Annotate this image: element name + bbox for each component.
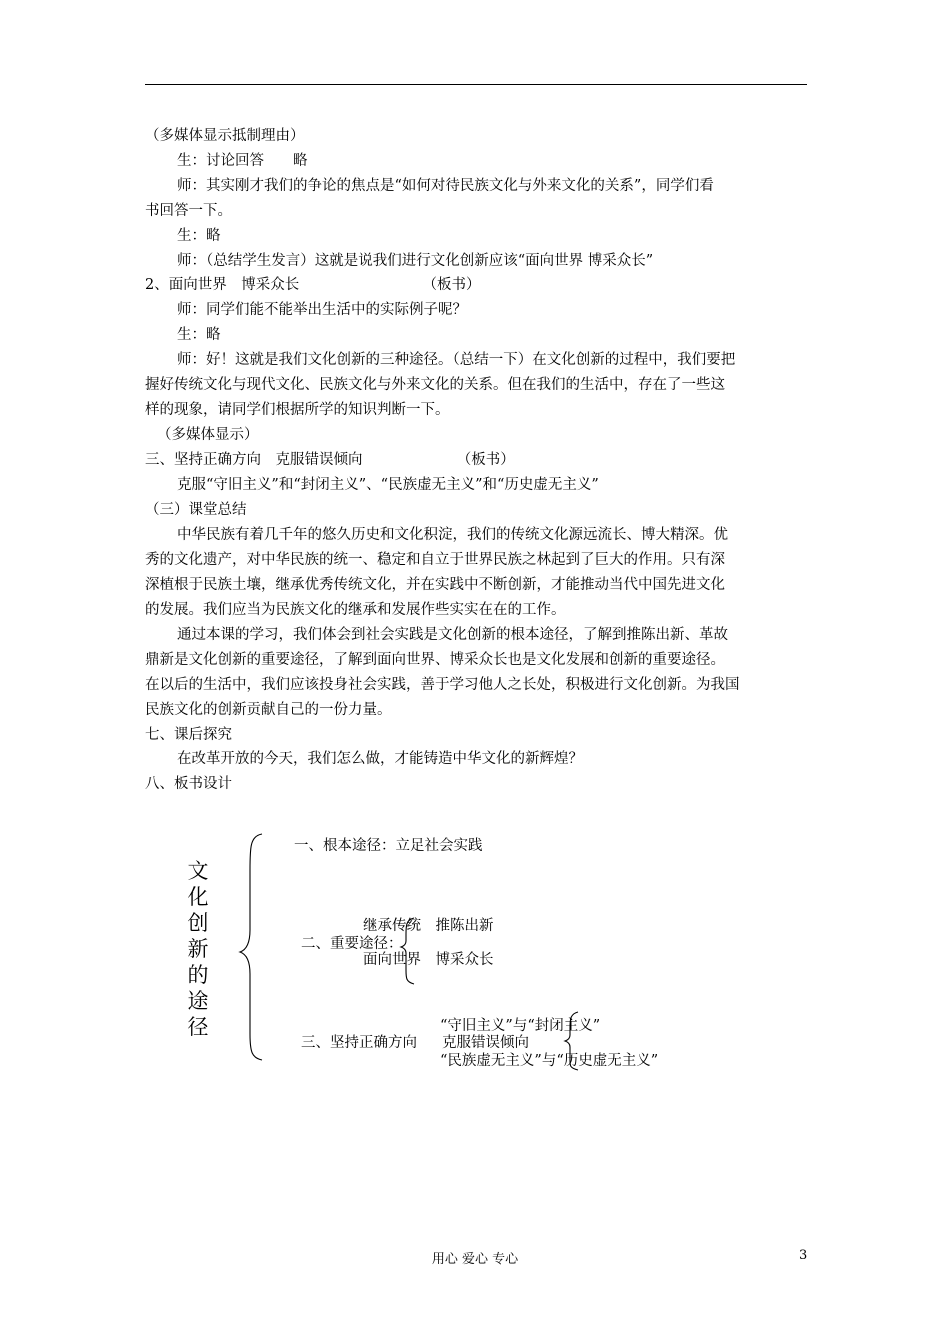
text-line: 书回答一下。 xyxy=(145,203,232,219)
board-item-3b: 克服错误倾向 xyxy=(442,1035,529,1051)
board-item-3d: “民族虚无主义”与“历史虚无主义” xyxy=(440,1053,659,1069)
text-line: 生：略 xyxy=(177,228,221,244)
text-line: （三）课堂总结 xyxy=(145,502,247,518)
text-line: 的发展。我们应当为民族文化的继承和发展作些实实在在的工作。 xyxy=(145,602,566,618)
text-line: 民族文化的创新贡献自己的一份力量。 xyxy=(145,702,392,718)
text-line: （多媒体显示抵制理由） xyxy=(145,128,305,144)
text-line: 生：讨论回答 略 xyxy=(177,153,308,169)
text-line: 三、坚持正确方向 克服错误倾向 （板书） xyxy=(145,452,515,468)
text-line: 鼎新是文化创新的重要途径，了解到面向世界、博采众长也是文化发展和创新的重要途径。 xyxy=(145,652,725,668)
text-line: 师：好！这就是我们文化创新的三种途径。（总结一下）在文化创新的过程中，我们要把 xyxy=(177,352,736,368)
page-number: 3 xyxy=(799,1248,808,1263)
text-line: 在以后的生活中，我们应该投身社会实践，善于学习他人之长处，积极进行文化创新。为我国 xyxy=(145,677,740,693)
board-title: 文化创新的途径 xyxy=(187,859,209,1039)
text-line: 师：其实刚才我们的争论的焦点是“如何对待民族文化与外来文化的关系”，同学们看 xyxy=(177,178,714,194)
text-line: 握好传统文化与现代文化、民族文化与外来文化的关系。但在我们的生活中，存在了一些这 xyxy=(145,377,725,393)
board-item-2a: 继承传统 推陈出新 xyxy=(363,918,494,934)
board-item-3: 三、坚持正确方向 xyxy=(301,1035,417,1051)
text-line: （多媒体显示） xyxy=(157,427,259,443)
text-line: 七、课后探究 xyxy=(145,727,232,743)
header-rule xyxy=(145,84,807,85)
board-item-2b: 面向世界 博采众长 xyxy=(363,952,494,968)
board-item-1: 一、根本途径：立足社会实践 xyxy=(294,838,483,854)
text-line: 八、板书设计 xyxy=(145,776,232,792)
text-line: 生：略 xyxy=(177,327,221,343)
text-line: 2、面向世界 博采众长 （板书） xyxy=(145,277,481,293)
text-line: 师：同学们能不能举出生活中的实际例子呢？ xyxy=(177,302,467,318)
board-item-2: 二、重要途径： xyxy=(301,936,403,952)
text-line: 克服“守旧主义”和“封闭主义”、“民族虚无主义”和“历史虚无主义” xyxy=(177,477,599,493)
text-line: 通过本课的学习，我们体会到社会实践是文化创新的根本途径，了解到推陈出新、革故 xyxy=(177,627,728,643)
text-line: 秀的文化遗产，对中华民族的统一、稳定和自立于世界民族之林起到了巨大的作用。只有深 xyxy=(145,552,725,568)
main-brace xyxy=(240,834,262,1060)
text-line: 中华民族有着几千年的悠久历史和文化积淀，我们的传统文化源远流长、博大精深。优 xyxy=(177,527,728,543)
text-line: 深植根于民族土壤，继承优秀传统文化，并在实践中不断创新，才能推动当代中国先进文化 xyxy=(145,577,725,593)
text-line: 师：（总结学生发言）这就是说我们进行文化创新应该“面向世界 博采众长” xyxy=(177,253,654,269)
board-item-3c: “守旧主义”与“封闭主义” xyxy=(440,1018,601,1034)
text-line: 在改革开放的今天，我们怎么做，才能铸造中华文化的新辉煌？ xyxy=(177,751,583,767)
footer-motto: 用心 爱心 专心 xyxy=(431,1252,519,1267)
text-line: 样的现象，请同学们根据所学的知识判断一下。 xyxy=(145,402,450,418)
